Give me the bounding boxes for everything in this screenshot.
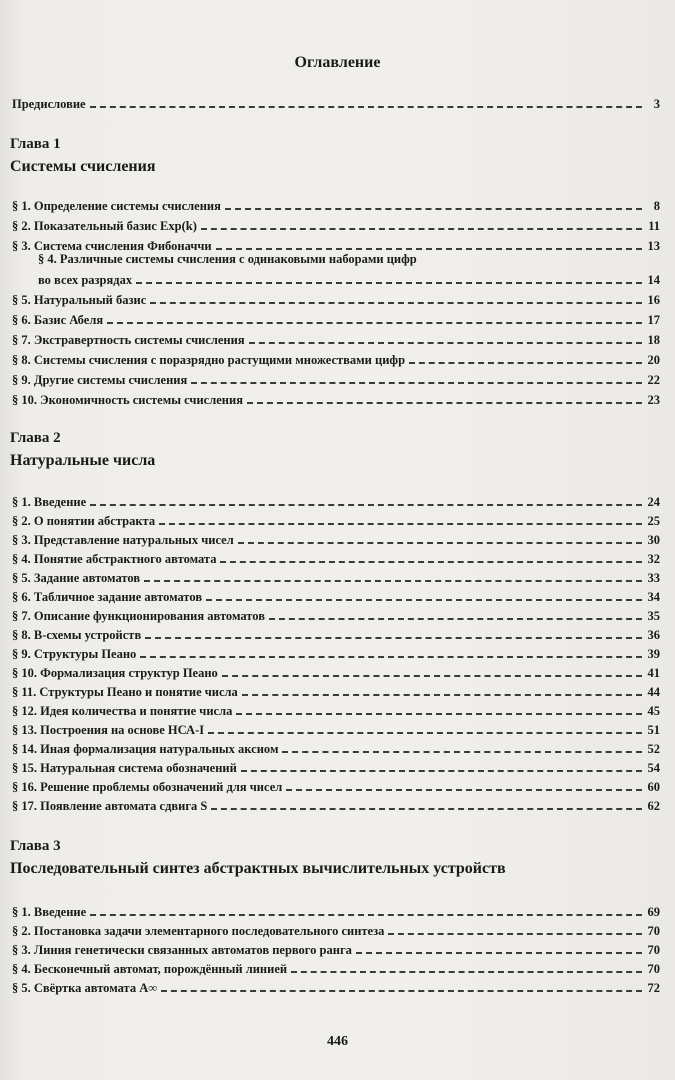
toc-entry [12, 490, 660, 509]
leader-dots [222, 675, 642, 677]
toc-label: § 1. Определение системы счисления [12, 199, 221, 213]
toc-page-number: 23 [647, 393, 660, 407]
leader-dots [409, 362, 642, 364]
chapter-title: Последовательный синтез абстрактных вычислительных устройств [10, 860, 506, 877]
toc-label: § 2. Постановка задачи элементарного последовательного синтеза [12, 924, 385, 938]
toc-entry [12, 756, 660, 775]
toc-label: § 8. В-схемы устройств [12, 628, 142, 642]
toc-label: § 9. Другие системы счисления [12, 373, 188, 387]
toc-entry [12, 547, 660, 566]
toc-page-number: 70 [647, 962, 660, 976]
leader-dots [247, 402, 642, 404]
leader-dots [225, 208, 642, 210]
toc-label: § 4. Бесконечный автомат, порождённый линией [12, 962, 288, 976]
toc-page-number: 14 [647, 273, 660, 287]
leader-dots [206, 599, 642, 601]
toc-label: § 2. Показательный базис Exp(k) [12, 219, 197, 233]
leader-dots [201, 228, 642, 230]
leader-dots [150, 302, 642, 304]
toc-label: § 15. Натуральная система обозначений [12, 761, 237, 775]
toc-label: § 3. Представление натуральных чисел [12, 533, 234, 547]
toc-page-number: 44 [647, 685, 660, 699]
toc-entry [12, 794, 660, 813]
toc-label: § 10. Формализация структур Пеано [12, 666, 218, 680]
chapter-title: Натуральные числа [10, 452, 156, 469]
chapter-title: Системы счисления [10, 158, 156, 175]
leader-dots [286, 789, 642, 791]
toc-page-number: 34 [647, 590, 660, 604]
toc-label: § 14. Иная формализация натуральных аксиом [12, 742, 279, 756]
toc-entry [12, 718, 660, 737]
toc-entry [12, 348, 660, 367]
toc-entry [12, 585, 660, 604]
toc-entry [12, 328, 660, 347]
toc-entry [12, 775, 660, 794]
leader-dots [90, 914, 642, 916]
toc-page-number: 70 [647, 943, 660, 957]
toc-page-number: 20 [647, 353, 660, 367]
chapter-heading: Глава 3 [10, 838, 61, 854]
toc-entry [12, 194, 660, 213]
toc-entry [12, 528, 660, 547]
toc-entry [12, 642, 660, 661]
leader-dots [90, 106, 642, 108]
toc-entry [12, 737, 660, 756]
chapter-heading: Глава 2 [10, 430, 61, 446]
leader-dots [191, 382, 642, 384]
toc-label: § 13. Построения на основе НСА-I [12, 723, 205, 737]
leader-dots [145, 637, 642, 639]
toc-page-number: 60 [647, 780, 660, 794]
leader-dots [236, 713, 642, 715]
toc-label: § 5. Задание автоматов [12, 571, 141, 585]
toc-entry [12, 566, 660, 585]
toc-entry-preface [12, 92, 660, 111]
toc-page-number: 32 [647, 552, 660, 566]
page-title: Оглавление [294, 54, 381, 71]
leader-dots [291, 971, 642, 973]
toc-entry [12, 976, 660, 995]
toc-page-number: 11 [648, 219, 660, 233]
toc-page-number: 41 [647, 666, 660, 680]
toc-label: § 12. Идея количества и понятие числа [12, 704, 233, 718]
toc-page-number: 72 [647, 981, 660, 995]
leader-dots [216, 248, 642, 250]
leader-dots [282, 751, 642, 753]
leader-dots [249, 342, 642, 344]
leader-dots [161, 990, 642, 992]
toc-page-number: 39 [647, 647, 660, 661]
leader-dots [107, 322, 642, 324]
toc-entry [12, 214, 660, 233]
toc-entry [12, 680, 660, 699]
toc-label: § 6. Табличное задание автоматов [12, 590, 203, 604]
toc-page-number: 13 [647, 239, 660, 253]
leader-dots [90, 504, 642, 506]
toc-entry [12, 919, 660, 938]
toc-entry [12, 368, 660, 387]
toc-page-number: 70 [647, 924, 660, 938]
toc-page-number: 30 [647, 533, 660, 547]
toc-entry [12, 268, 660, 287]
toc-entry [12, 509, 660, 528]
toc-label: § 4. Понятие абстрактного автомата [12, 552, 217, 566]
toc-entry [12, 308, 660, 327]
toc-page-number: 24 [647, 495, 660, 509]
toc-label-continuation: во всех разрядах [38, 273, 133, 287]
leader-dots [269, 618, 642, 620]
toc-page-number: 51 [647, 723, 660, 737]
toc-label: § 6. Базис Абеля [12, 313, 104, 327]
toc-entry [12, 234, 660, 253]
toc-label: § 16. Решение проблемы обозначений для чисел [12, 780, 283, 794]
toc-entry [12, 604, 660, 623]
toc-page-number: 52 [647, 742, 660, 756]
toc-page-number: 45 [647, 704, 660, 718]
toc-label: § 1. Введение [12, 905, 87, 919]
leader-dots [208, 732, 642, 734]
toc-page-number: 8 [653, 199, 660, 213]
leader-dots [136, 282, 642, 284]
toc-entry [12, 938, 660, 957]
toc-entry [12, 699, 660, 718]
leader-dots [388, 933, 642, 935]
toc-page-number: 36 [647, 628, 660, 642]
leader-dots [144, 580, 642, 582]
toc-page-number: 3 [653, 97, 660, 111]
toc-page-number: 16 [647, 293, 660, 307]
toc-label: § 8. Системы счисления с поразрядно растущими множествами цифр [12, 353, 406, 367]
toc-label: § 3. Система счисления Фибоначчи [12, 239, 212, 253]
toc-label: § 11. Структуры Пеано и понятие числа [12, 685, 238, 699]
leader-dots [238, 542, 642, 544]
toc-entry [12, 623, 660, 642]
toc-entry [12, 388, 660, 407]
toc-label: § 9. Структуры Пеано [12, 647, 137, 661]
toc-label: § 10. Экономичность системы счисления [12, 393, 243, 407]
toc-page-number: 25 [647, 514, 660, 528]
chapter-heading: Глава 1 [10, 136, 61, 152]
toc-page-number: 62 [647, 799, 660, 813]
leader-dots [242, 694, 642, 696]
toc-entry [12, 957, 660, 976]
leader-dots [159, 523, 642, 525]
page-number: 446 [327, 1034, 348, 1049]
toc-page-number: 54 [647, 761, 660, 775]
leader-dots [241, 770, 642, 772]
toc-page-number: 17 [647, 313, 660, 327]
toc-label: § 3. Линия генетически связанных автоматов первого ранга [12, 943, 352, 957]
toc-label: § 17. Появление автомата сдвига S [12, 799, 208, 813]
leader-dots [220, 561, 642, 563]
toc-page-number: 35 [647, 609, 660, 623]
toc-label: § 7. Описание функционирования автоматов [12, 609, 265, 623]
toc-label: § 5. Натуральный базис [12, 293, 147, 307]
leader-dots [140, 656, 642, 658]
toc-page-number: 69 [647, 905, 660, 919]
toc-label: § 7. Экстравертность системы счисления [12, 333, 245, 347]
toc-label: § 1. Введение [12, 495, 87, 509]
toc-label: § 5. Свёртка автомата A∞ [12, 981, 158, 995]
toc-label: § 2. О понятии абстракта [12, 514, 156, 528]
toc-page-number: 18 [647, 333, 660, 347]
toc-label: § 4. Различные системы счисления с одинаковыми наборами цифр [38, 252, 417, 266]
toc-entry [12, 900, 660, 919]
toc-page-number: 33 [647, 571, 660, 585]
toc-entry [12, 288, 660, 307]
toc-entry [12, 661, 660, 680]
toc-page-number: 22 [647, 373, 660, 387]
toc-label: Предисловие [12, 97, 86, 111]
leader-dots [211, 808, 642, 810]
leader-dots [356, 952, 642, 954]
